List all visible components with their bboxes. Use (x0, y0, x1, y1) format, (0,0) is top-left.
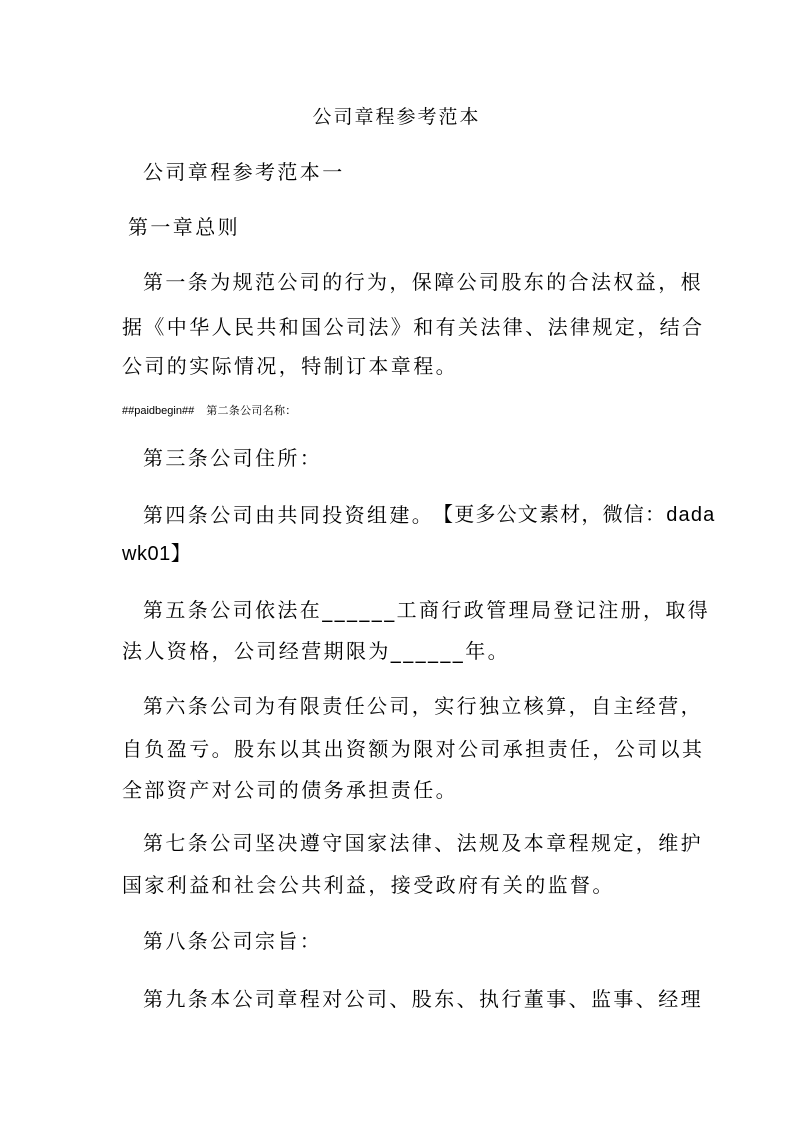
article-9-line-1: 第九条本公司章程对公司、股东、执行董事、监事、经理 (143, 987, 703, 1011)
article-7-line-2: 国家利益和社会公共利益，接受政府有关的监督。 (122, 873, 615, 897)
chapter-heading: 第一章总则 (128, 215, 240, 239)
article-1-line-3: 公司的实际情况，特制订本章程。 (122, 354, 458, 378)
article-6-line-1: 第六条公司为有限责任公司，实行独立核算，自主经营， (143, 694, 703, 718)
article-1-line-1: 第一条为规范公司的行为，保障公司股东的合法权益，根 (143, 270, 703, 294)
article-2-row (122, 404, 297, 418)
article-1-line-2: 据《中华人民共和国公司法》和有关法律、法律规定，结合 (122, 315, 705, 339)
article-4-line-1 (143, 501, 434, 529)
article-8-text: 第八条公司宗旨： (143, 929, 323, 953)
promo-line-1: 【更多公文素材，微信：dada (433, 504, 716, 526)
article-6-line-3: 全部资产对公司的债务承担责任。 (122, 778, 458, 802)
promo-line-2: wk01】 (122, 543, 192, 565)
article-7-line-1: 第七条公司坚决遵守国家法律、法规及本章程规定，维护 (143, 831, 703, 855)
document-title: 公司章程参考范本 (312, 106, 481, 128)
article-6-line-2: 自负盈亏。股东以其出资额为限对公司承担责任，公司以其 (122, 737, 705, 761)
paid-begin-marker: ##paidbegin## (122, 405, 195, 417)
article-3-text: 第三条公司住所： (143, 446, 323, 470)
article-2-text: 第二条公司名称： (206, 404, 297, 417)
document-subtitle: 公司章程参考范本一 (143, 160, 345, 184)
article-5-line-1: 第五条公司依法在______工商行政管理局登记注册，取得 (143, 598, 711, 622)
article-5-line-2: 法人资格，公司经营期限为______年。 (122, 639, 510, 663)
article-4-text: 第四条公司由共同投资组建。 (143, 503, 435, 527)
